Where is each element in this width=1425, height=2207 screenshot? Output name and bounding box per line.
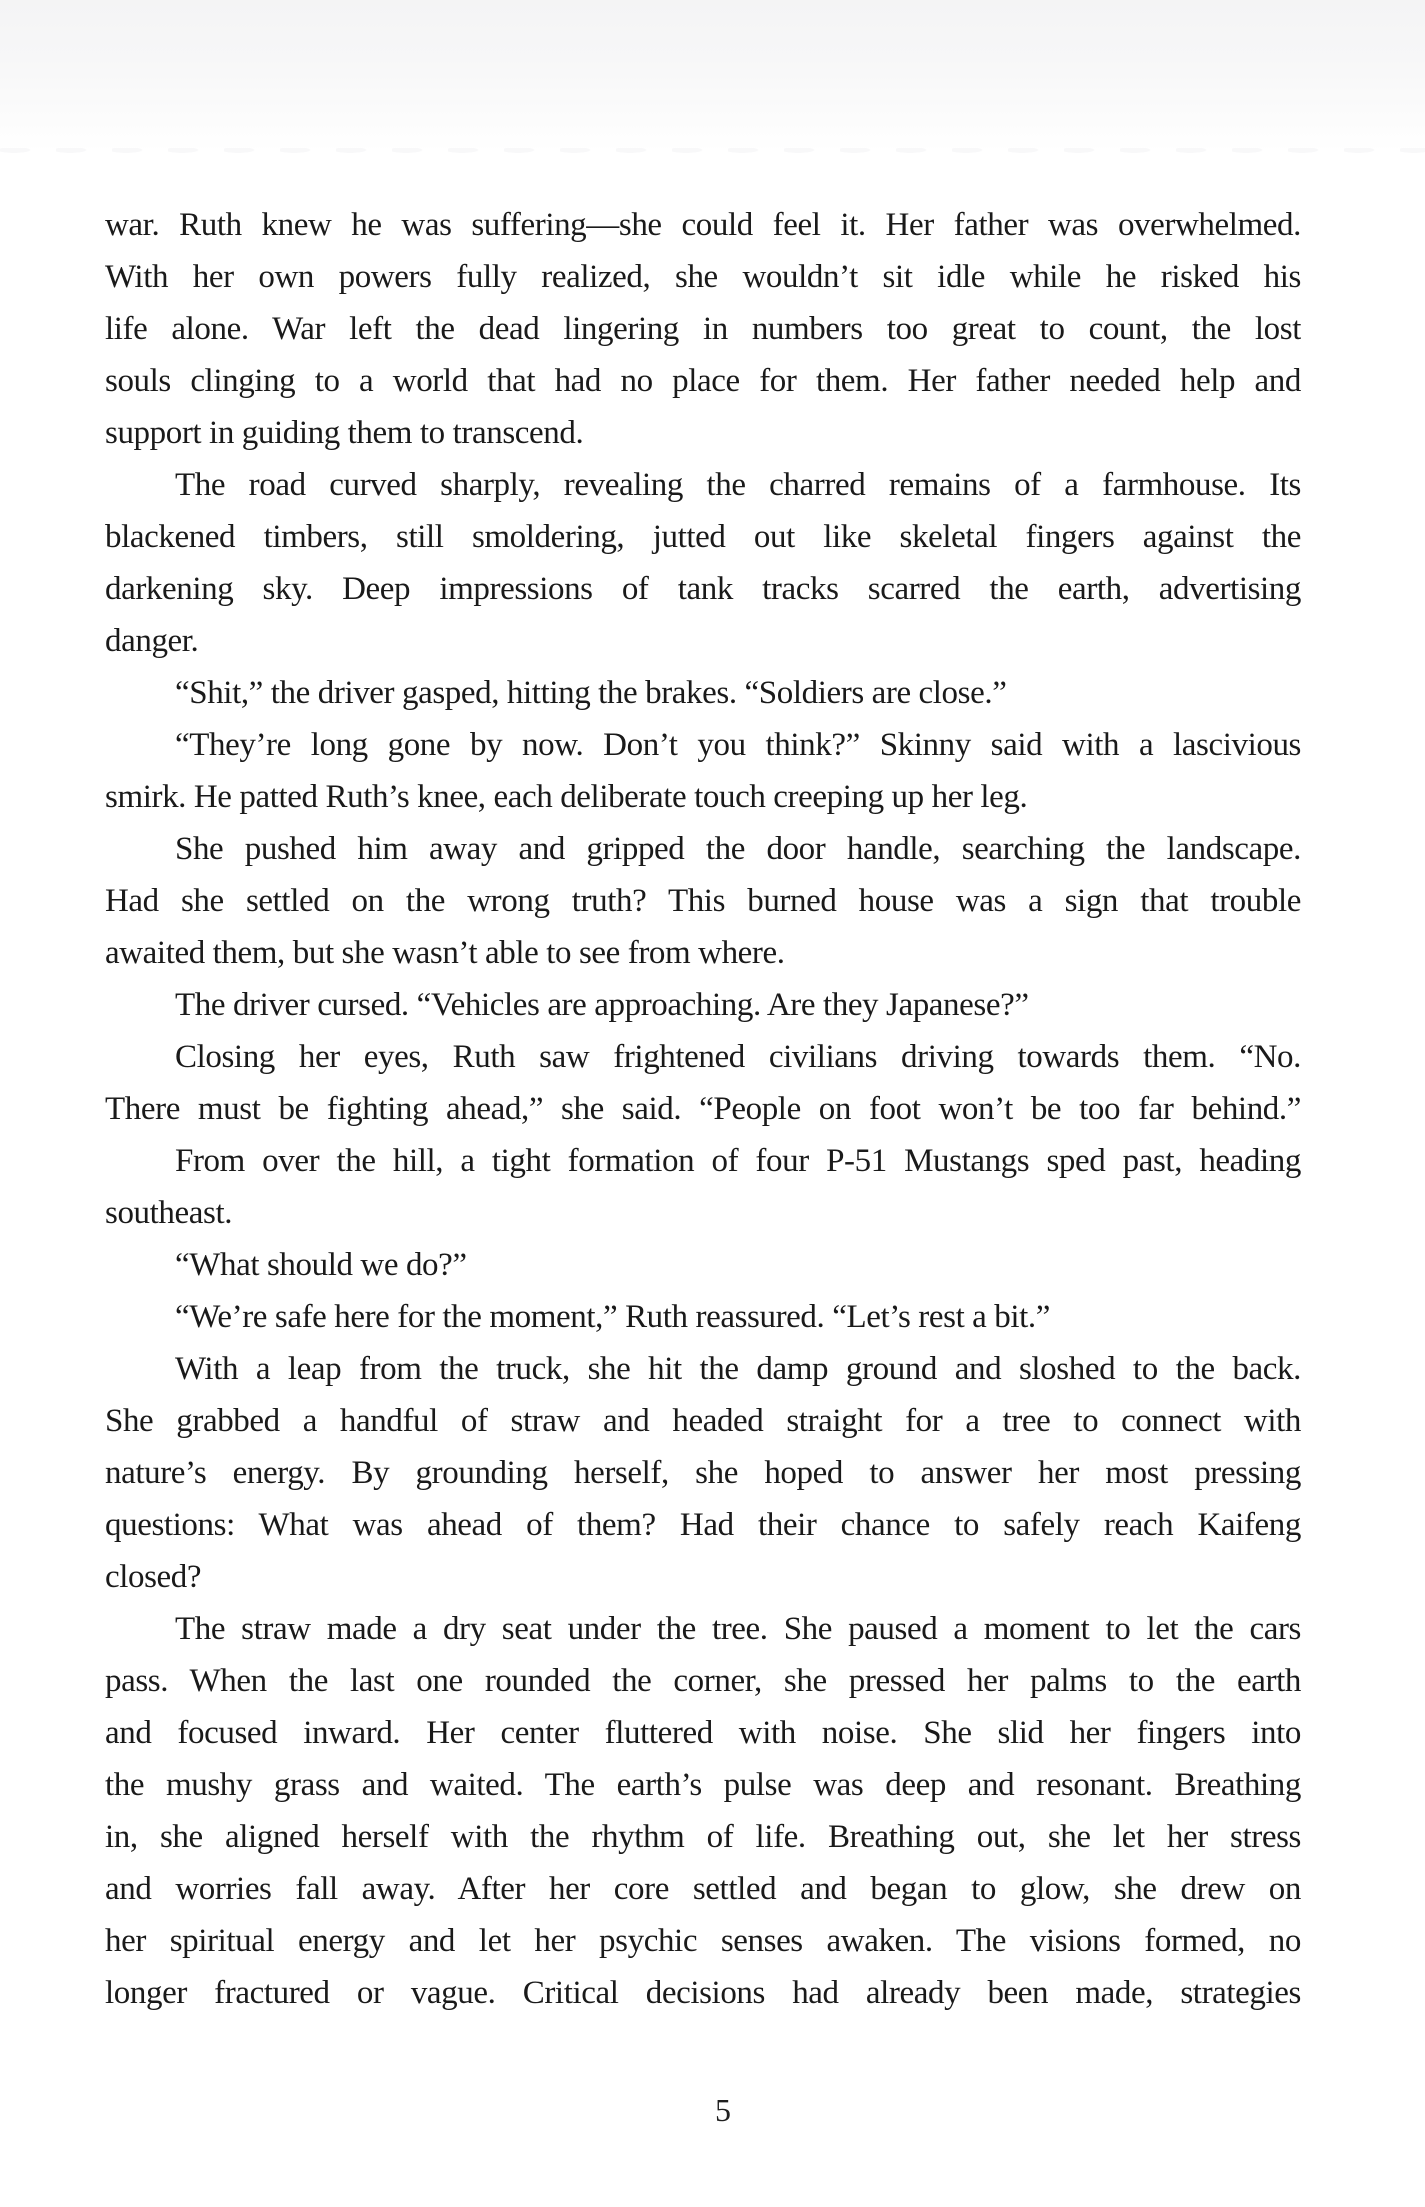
text-line: awaited them, but she wasn’t able to see from where.	[105, 935, 785, 971]
text-line: She grabbed a handful of straw and headed straight for a tree to connect with	[105, 1403, 1301, 1439]
text-line: “Shit,” the driver gasped, hitting the brakes. “Soldiers are close.”	[175, 675, 1007, 711]
text-line: Closing her eyes, Ruth saw frightened civilians driving towards them. “No.	[175, 1039, 1301, 1075]
text-line: The driver cursed. “Vehicles are approaching. Are they Japanese?”	[175, 987, 1029, 1023]
text-line: “We’re safe here for the moment,” Ruth reassured. “Let’s rest a bit.”	[175, 1299, 1051, 1335]
text-line: life alone. War left the dead lingering in numbers too great to count, the lost	[105, 311, 1301, 347]
text-line: and worries fall away. After her core settled and began to glow, she drew on	[105, 1871, 1301, 1907]
text-line: the mushy grass and waited. The earth’s pulse was deep and resonant. Breathing	[105, 1767, 1301, 1803]
text-line: darkening sky. Deep impressions of tank tracks scarred the earth, advertising	[105, 571, 1301, 607]
text-line: She pushed him away and gripped the door handle, searching the landscape.	[175, 831, 1301, 867]
text-line: souls clinging to a world that had no place for them. Her father needed help and	[105, 363, 1301, 399]
text-line: “They’re long gone by now. Don’t you think?” Skinny said with a lascivious	[175, 727, 1301, 763]
text-line: southeast.	[105, 1195, 233, 1231]
text-line: “What should we do?”	[175, 1247, 467, 1283]
text-line: From over the hill, a tight formation of four P-51 Mustangs sped past, heading	[175, 1143, 1301, 1179]
text-line: Had she settled on the wrong truth? This burned house was a sign that trouble	[105, 883, 1301, 919]
text-line: longer fractured or vague. Critical decisions had already been made, strategies	[105, 1975, 1301, 2011]
text-line: pass. When the last one rounded the corner, she pressed her palms to the earth	[105, 1663, 1301, 1699]
text-line: danger.	[105, 623, 199, 659]
page-text	[105, 199, 1301, 2019]
text-line: With her own powers fully realized, she wouldn’t sit idle while he risked his	[105, 259, 1301, 295]
text-line: With a leap from the truck, she hit the damp ground and sloshed to the back.	[175, 1351, 1301, 1387]
text-line: support in guiding them to transcend.	[105, 415, 584, 451]
text-line: questions: What was ahead of them? Had their chance to safely reach Kaifeng	[105, 1507, 1301, 1543]
text-line: There must be fighting ahead,” she said. “People on foot won’t be too far behind.”	[105, 1091, 1301, 1127]
text-line: war. Ruth knew he was suffering—she could feel it. Her father was overwhelmed.	[105, 207, 1301, 243]
text-line: and focused inward. Her center fluttered with noise. She slid her fingers into	[105, 1715, 1301, 1751]
text-line: blackened timbers, still smoldering, jutted out like skeletal fingers against the	[105, 519, 1301, 555]
text-line: in, she aligned herself with the rhythm of life. Breathing out, she let her stress	[105, 1819, 1301, 1855]
page-number: 5	[715, 2092, 731, 2128]
text-line: The road curved sharply, revealing the charred remains of a farmhouse. Its	[175, 467, 1301, 503]
page-top-shade	[0, 0, 1425, 152]
text-line: smirk. He patted Ruth’s knee, each deliberate touch creeping up her leg.	[105, 779, 1028, 815]
text-line: closed?	[105, 1559, 202, 1595]
text-line: her spiritual energy and let her psychic senses awaken. The visions formed, no	[105, 1923, 1301, 1959]
text-line: nature’s energy. By grounding herself, she hoped to answer her most pressing	[105, 1455, 1301, 1491]
text-line: The straw made a dry seat under the tree. She paused a moment to let the cars	[175, 1611, 1301, 1647]
